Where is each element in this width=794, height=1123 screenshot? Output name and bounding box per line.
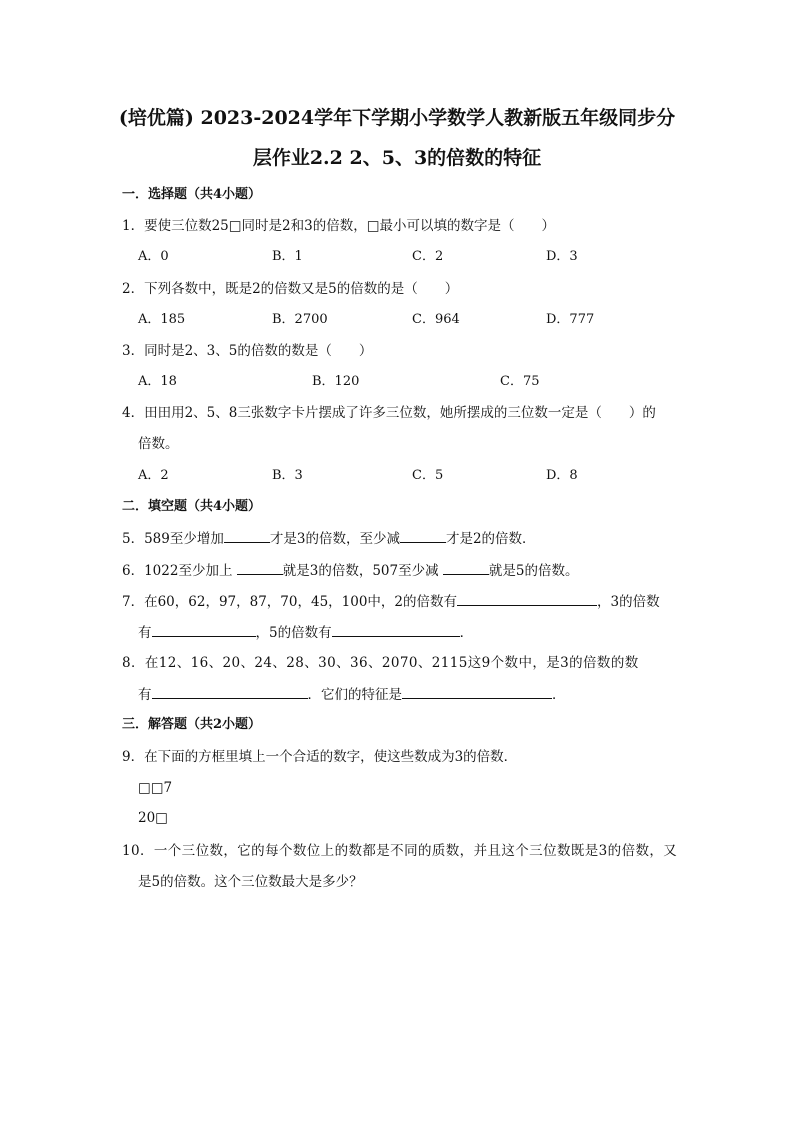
doc-title-line-1: (培优篇) 2023-2024学年下学期小学数学人教新版五年级同步分 [118, 107, 676, 129]
question-10-continued: 是5的倍数。这个三位数最大是多少？ [138, 874, 363, 890]
q2-option-c: C．964 [412, 312, 460, 327]
q8-text-2: 有 [138, 687, 152, 703]
question-6 [122, 560, 579, 581]
q7-blank-1[interactable] [457, 591, 597, 606]
doc-title-line-2: 层作业2.2 2、5、3的倍数的特征 [252, 147, 542, 169]
q2-option-d: D．777 [546, 312, 595, 327]
q6-text-2: 就是3的倍数，507至少减 [282, 563, 443, 579]
question-4-continued: 倍数。 [138, 436, 179, 452]
question-8-continued [138, 684, 566, 705]
q5-text-3: 才是2的倍数． [445, 531, 536, 547]
q5-blank-2[interactable] [400, 528, 446, 543]
q5-blank-1[interactable] [224, 528, 270, 543]
q3-option-b: B．120 [312, 374, 360, 389]
q7-text-5: ． [459, 625, 474, 641]
question-3: 3．同时是2、3、5的倍数的数是（ ） [122, 343, 373, 359]
q7-text-3: 有 [138, 625, 152, 641]
question-9: 9．在下面的方框里填上一个合适的数字，使这些数成为3的倍数． [122, 749, 518, 765]
q7-text-1: 7．在60，62，97，87，70，45，100中，2的倍数有 [122, 594, 458, 610]
q7-blank-2[interactable] [152, 622, 256, 637]
q6-text-3: 就是5的倍数。 [488, 563, 579, 579]
section-heading-answer: 三．解答题（共2小题） [122, 717, 262, 732]
section-heading-choice: 一．选择题（共4小题） [122, 187, 262, 202]
q4-option-c: C．5 [412, 468, 444, 483]
q4-option-d: D．8 [546, 468, 578, 483]
q9-item-1: □□7 [138, 780, 173, 796]
q8-blank-2[interactable] [402, 684, 552, 699]
question-1: 1．要使三位数25□同时是2和3的倍数，□最小可以填的数字是（ ） [122, 218, 555, 234]
q6-blank-2[interactable] [443, 560, 489, 575]
q2-option-b: B．2700 [272, 312, 328, 327]
q8-text-4: ． [552, 687, 566, 703]
q6-text-1: 6．1022至少加上 [122, 563, 237, 579]
q7-text-2: ，3的倍数 [597, 594, 660, 610]
section-heading-fill: 二．填空题（共4小题） [122, 499, 262, 514]
q1-option-b: B．1 [272, 249, 303, 264]
question-8: 8．在12、16、20、24、28、30、36、2070、2115这9个数中，是3的倍数的数 [122, 655, 639, 671]
q3-option-a: A．18 [138, 374, 177, 389]
q9-item-2: 20□ [138, 810, 168, 826]
q1-option-a: A．0 [138, 249, 169, 264]
q3-option-c: C．75 [500, 374, 540, 389]
q5-text-1: 5．589至少增加 [122, 531, 224, 547]
q1-option-d: D．3 [546, 249, 578, 264]
q7-text-4: ，5的倍数有 [255, 625, 332, 641]
question-7-continued [138, 622, 473, 643]
question-7 [122, 591, 660, 612]
q7-blank-3[interactable] [332, 622, 460, 637]
q5-text-2: 才是3的倍数，至少减 [269, 531, 400, 547]
q8-text-3: ．它们的特征是 [307, 687, 402, 703]
q6-blank-1[interactable] [237, 560, 283, 575]
q2-option-a: A．185 [138, 312, 186, 327]
question-10: 10．一个三位数，它的每个数位上的数都是不同的质数，并且这个三位数既是3的倍数，又 [122, 843, 678, 859]
q1-option-c: C．2 [412, 249, 444, 264]
question-5 [122, 528, 536, 549]
q4-option-a: A．2 [138, 468, 169, 483]
question-4: 4．田田用2、5、8三张数字卡片摆成了许多三位数，她所摆成的三位数一定是（ ）的 [122, 405, 656, 421]
question-2: 2．下列各数中，既是2的倍数又是5的倍数的是（ ） [122, 281, 459, 297]
q8-blank-1[interactable] [152, 684, 308, 699]
q4-option-b: B．3 [272, 468, 303, 483]
